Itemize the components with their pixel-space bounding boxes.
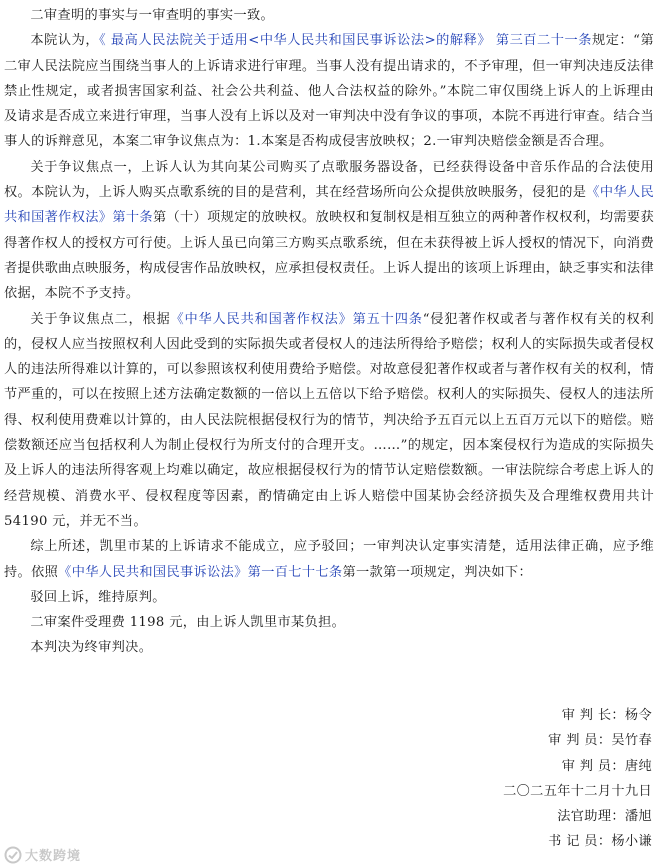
court-clerk: 书 记 员：杨小谦 xyxy=(548,834,652,850)
judge-assistant: 法官助理：潘旭 xyxy=(557,809,652,825)
issue-one-intro-text: 关于争议焦点一，上诉人认为其向某公司购买了点歌服务器设备，已经获得设备中音乐作品的合法使用权。本院认为，上诉人购买点歌系统的目的是营利，其在经营场所向公众提供放映服务，侵犯的是 xyxy=(4,159,654,201)
presiding-judge: 审 判 长：杨令 xyxy=(561,708,652,723)
paragraph-issue-one xyxy=(4,155,654,307)
fact-finding-text: 二审查明的事实与一审查明的事实一致。 xyxy=(30,8,275,23)
civil-procedure-interpretation-link[interactable]: 《 最高人民法院关于适用<中华人民共和国民事诉讼法>的解释》 第三百二十一条 xyxy=(99,33,592,49)
judge-two: 审 判 员：唐纯 xyxy=(561,758,652,774)
civil-procedure-law-article-177-link[interactable]: 《中华人民共和国民事诉讼法》第一百七十七条 xyxy=(58,564,343,580)
logo-icon xyxy=(4,846,22,864)
copyright-law-article-54-link[interactable]: 《中华人民共和国著作权法》第五十四条 xyxy=(170,311,423,327)
paragraph-ruling xyxy=(4,585,654,610)
court-fee-text: 二审案件受理费 1198 元，由上诉人凯里市某负担。 xyxy=(30,615,346,631)
ruling-text: 驳回上诉，维持原判。 xyxy=(30,589,166,605)
paragraph-conclusion xyxy=(4,534,654,585)
issue-two-intro-text: 关于争议焦点二，根据 xyxy=(30,311,171,327)
judge-one: 审 判 员：吴竹春 xyxy=(548,733,652,749)
judgment-date: 二〇二五年十二月十九日 xyxy=(503,783,652,799)
signature-block xyxy=(503,703,652,855)
opinion-body-text: 规定：“第二审人民法院应当围绕当事人的上诉请求进行审理。当事人没有提出请求的，不予审理，但一审判决违反法律禁止性规定，或者损害国家利益、社会公共利益、他人合法权益的除外。”本院二审仅围绕上诉人的上诉理由及请求是否成立来进行审理，当事人没有上诉以及对一审判决中没有争议的事项，本院不再进行审查。结合当事人的诉辩意见，本案二审争议焦点为：1.本案是否构成侵害放映权；2.一审判决赔偿金额是否合理。 xyxy=(4,33,654,150)
copyright-law-article-10-link[interactable]: 《中华人民共和国著作权法》第十条 xyxy=(4,185,655,226)
conclusion-body-text: 第一款第一项规定，判决如下： xyxy=(342,564,532,580)
watermark xyxy=(4,845,81,864)
final-judgment-text: 本判决为终审判决。 xyxy=(30,640,153,656)
paragraph-issue-two xyxy=(4,307,654,535)
watermark-text: 大数跨境 xyxy=(25,849,82,864)
conclusion-intro-text: 综上所述，凯里市某的上诉请求不能成立，应予驳回；一审判决认定事实清楚，适用法律正确，应予维持。依照 xyxy=(4,539,654,580)
paragraph-court-opinion xyxy=(4,28,654,154)
paragraph-fact-finding xyxy=(4,3,654,28)
issue-one-body-text: 第（十）项规定的放映权。放映权和复制权是相互独立的两种著作权权利，均需要获得著作权人的授权方可行使。上诉人虽已向第三方购买点歌系统，但在未获得被上诉人授权的情况下，向消费者提供歌曲点映服务，构成侵害作品放映权，应承担侵权责任。上诉人提出的该项上诉理由，缺乏事实和法律依据，本院不予支持。 xyxy=(4,210,654,302)
opinion-intro-text: 本院认为， xyxy=(30,33,100,49)
issue-two-body-text: “侵犯著作权或者与著作权有关的权利的，侵权人应当按照权利人因此受到的实际损失或者侵权人的违法所得给予赔偿；权利人的实际损失或者侵权人的违法所得难以计算的，可以参照该权利使用费给予赔偿。对故意侵犯著作权或者与著作权有关的权利，情节严重的，可以在按照上述方法确定数额的一倍以上五倍以下给予赔偿。权利人的实际损失、侵权人的违法所得、权利使用费难以计算的，由人民法院根据侵权行为的情节，判决给予五百元以上五百万元以下的赔偿。赔偿数额还应当包括权利人为制止侵权行为所支付的合理开支。……”的规定，因本案侵权行为造成的实际损失及上诉人的违法所得客观上均难以确定，故应根据侵权行为的情节认定赔偿数额。一审法院综合考虑上诉人的经营规模、消费水平、侵权程度等因素，酌情确定由上诉人赔偿中国某协会经济损失及合理维权费用共计 54190 元，并无不当。 xyxy=(4,311,654,529)
paragraph-court-fee xyxy=(4,610,654,635)
paragraph-final-judgment xyxy=(4,635,654,660)
judgment-body xyxy=(4,3,654,661)
